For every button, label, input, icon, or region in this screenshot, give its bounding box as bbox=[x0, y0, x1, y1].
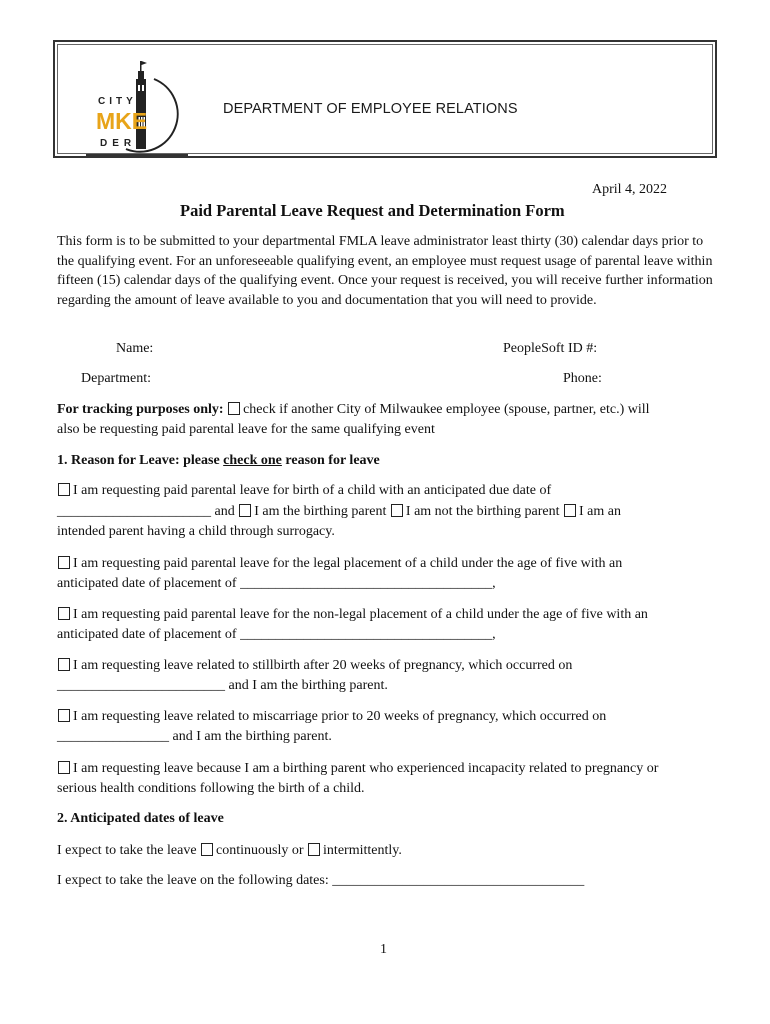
intro-paragraph: This form is to be submitted to your departmental FMLA leave administrator least thirty (30) calendar days prior to the qualifying event. For an unforeseeable qualifying event, an employee must request usage of parental leave within fifteen (15) calendar days of the qualifying event. Once your request is received, you will receive further information regarding the amount of leave available to you and documentation that you will need to provide. bbox=[57, 234, 713, 309]
intended-parent-checkbox[interactable] bbox=[564, 504, 576, 517]
tracking-label: For tracking purposes only: bbox=[57, 402, 224, 417]
svg-text:DER: DER bbox=[100, 138, 137, 149]
tracking-line bbox=[57, 400, 650, 420]
form-date: April 4, 2022 bbox=[592, 182, 668, 197]
option-legal-placement-checkbox[interactable] bbox=[58, 556, 70, 569]
option-stillbirth-line2: ________________________ and I am the birthing parent. bbox=[57, 678, 388, 693]
option-miscarriage-line1: I am requesting leave related to miscarriage prior to 20 weeks of pregnancy, which occurred on bbox=[57, 707, 606, 727]
section1-heading: 1. Reason for Leave: please check one reason for leave bbox=[57, 453, 380, 468]
not-birthing-parent-checkbox[interactable] bbox=[391, 504, 403, 517]
form-title: Paid Parental Leave Request and Determination Form bbox=[180, 201, 565, 220]
option-birth-line1: I am requesting paid parental leave for birth of a child with an anticipated due date of bbox=[57, 481, 551, 501]
option-stillbirth-line1: I am requesting leave related to stillbirth after 20 weeks of pregnancy, which occurred on bbox=[57, 656, 572, 676]
continuously-checkbox[interactable] bbox=[201, 843, 213, 856]
option-incapacity-line2: serious health conditions following the birth of a child. bbox=[57, 781, 365, 796]
birthing-parent-checkbox[interactable] bbox=[239, 504, 251, 517]
department-label: Department: bbox=[81, 371, 151, 386]
tracking-text-2: also be requesting paid parental leave for the same qualifying event bbox=[57, 422, 435, 437]
option-incapacity-checkbox[interactable] bbox=[58, 761, 70, 774]
tracking-text: check if another City of Milwaukee employee (spouse, partner, etc.) will bbox=[243, 402, 650, 417]
city-mke-der-logo bbox=[96, 57, 186, 157]
department-title: DEPARTMENT OF EMPLOYEE RELATIONS bbox=[223, 101, 518, 117]
option-birth-line2: ______________________ and I am the birthing parent I am not the birthing parent I am an bbox=[57, 504, 621, 519]
page-number: 1 bbox=[380, 942, 387, 957]
name-label: Name: bbox=[116, 341, 154, 356]
intermittently-checkbox[interactable] bbox=[308, 843, 320, 856]
option-nonlegal-placement-checkbox[interactable] bbox=[58, 607, 70, 620]
svg-text:CITY: CITY bbox=[98, 96, 137, 107]
peoplesoft-id-label: PeopleSoft ID #: bbox=[503, 341, 598, 356]
phone-label: Phone: bbox=[563, 371, 602, 386]
option-miscarriage-checkbox[interactable] bbox=[58, 709, 70, 722]
section2-heading: 2. Anticipated dates of leave bbox=[57, 811, 224, 826]
option-birth-line3: intended parent having a child through surrogacy. bbox=[57, 524, 335, 539]
option-nonlegal-placement-line2: anticipated date of placement of ____________________________________, bbox=[57, 627, 496, 642]
option-legal-placement-line2: anticipated date of placement of ____________________________________, bbox=[57, 576, 496, 591]
tracking-checkbox[interactable] bbox=[228, 402, 240, 415]
option-nonlegal-placement-line1: I am requesting paid parental leave for the non-legal placement of a child under the age of five with an bbox=[57, 605, 648, 625]
option-legal-placement-line1: I am requesting paid parental leave for the legal placement of a child under the age of five with an bbox=[57, 554, 622, 574]
option-incapacity-line1: I am requesting leave because I am a birthing parent who experienced incapacity related to pregnancy or bbox=[57, 759, 658, 779]
option-miscarriage-line2: ________________ and I am the birthing parent. bbox=[57, 729, 332, 744]
option-stillbirth-checkbox[interactable] bbox=[58, 658, 70, 671]
svg-text:MKE: MKE bbox=[96, 108, 148, 134]
option-birth-checkbox[interactable] bbox=[58, 483, 70, 496]
leave-type-line: I expect to take the leave continuously or intermittently. bbox=[57, 843, 402, 858]
leave-dates-line: I expect to take the leave on the following dates: ____________________________________ bbox=[57, 873, 585, 888]
logo-divider bbox=[86, 154, 188, 156]
